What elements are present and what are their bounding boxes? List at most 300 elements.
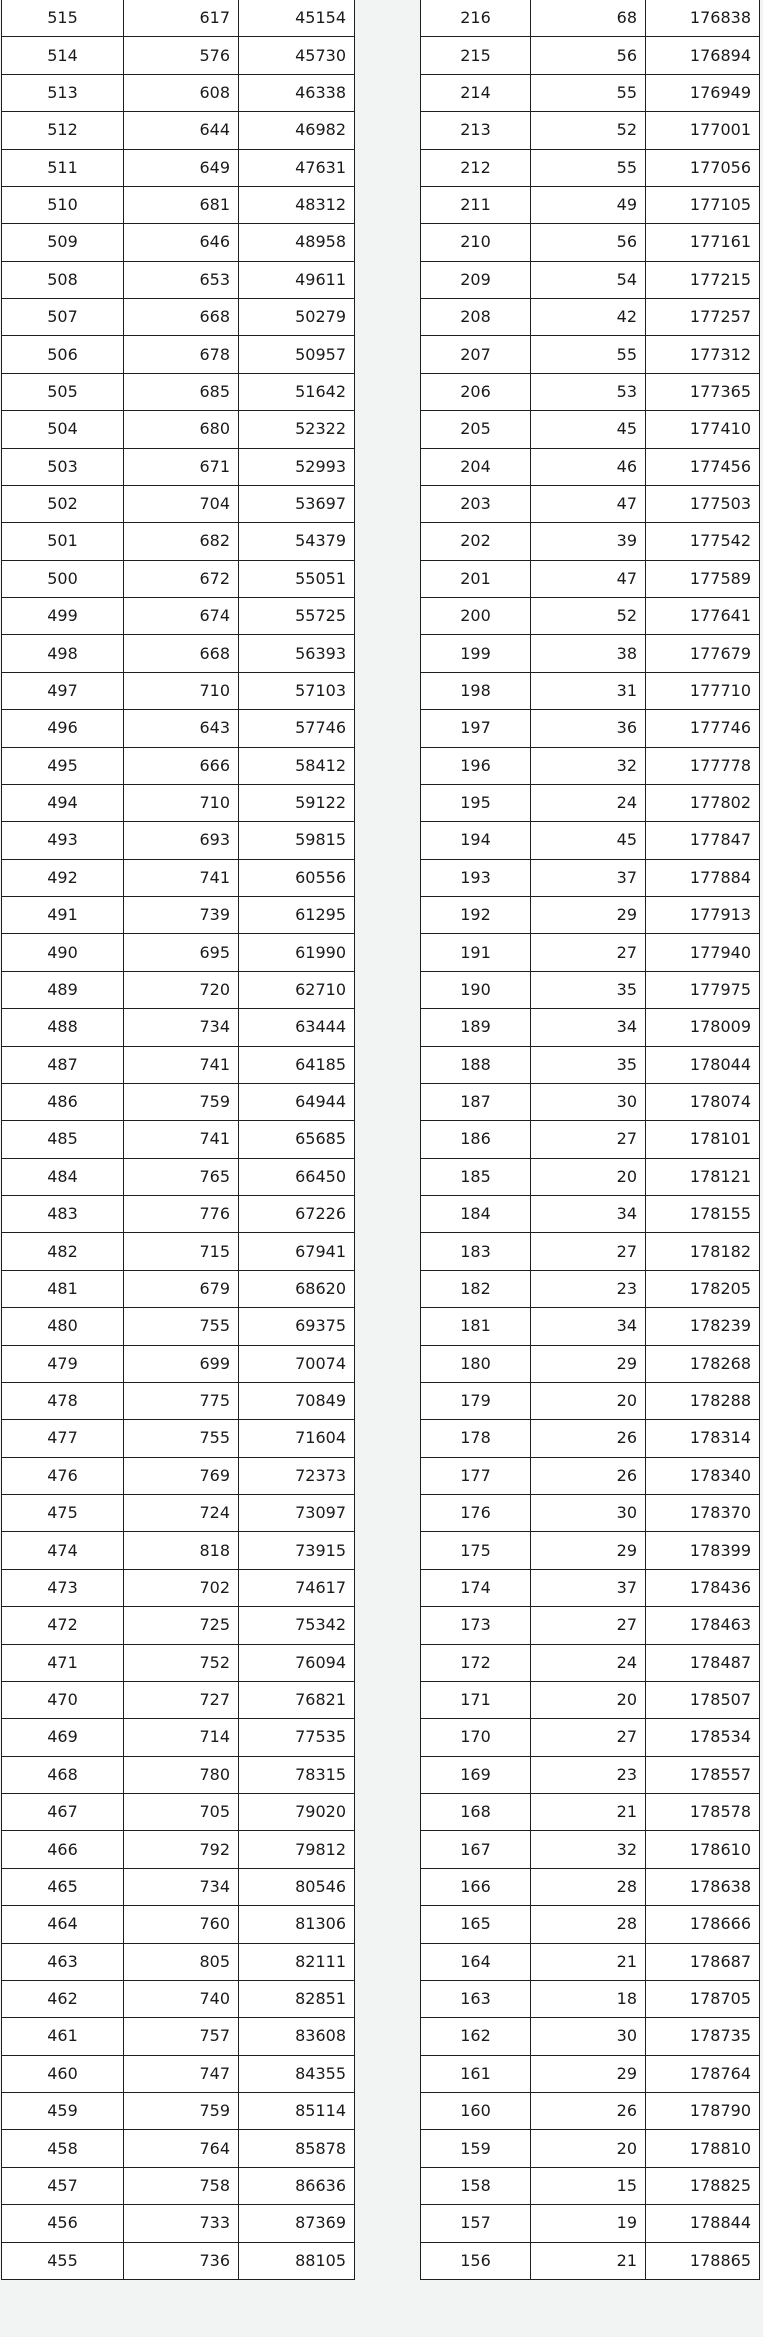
table-row [421, 1719, 760, 1756]
score-cell: 463 [2, 1943, 124, 1980]
count-cell: 674 [124, 598, 239, 635]
table-row [2, 897, 355, 934]
count-cell: 56 [531, 224, 646, 261]
table-row [2, 74, 355, 111]
count-cell: 644 [124, 112, 239, 149]
cumulative-cell: 77535 [239, 1719, 355, 1756]
score-cell: 474 [2, 1532, 124, 1569]
count-cell: 576 [124, 37, 239, 74]
score-cell: 465 [2, 1868, 124, 1905]
cumulative-cell: 64944 [239, 1083, 355, 1120]
table-row [2, 2205, 355, 2242]
count-cell: 47 [531, 560, 646, 597]
score-cell: 480 [2, 1308, 124, 1345]
cumulative-cell: 75342 [239, 1607, 355, 1644]
count-cell: 31 [531, 672, 646, 709]
table-row [2, 2242, 355, 2279]
score-cell: 506 [2, 336, 124, 373]
score-cell: 482 [2, 1233, 124, 1270]
cumulative-cell: 59122 [239, 784, 355, 821]
score-cell: 181 [421, 1308, 531, 1345]
score-cell: 215 [421, 37, 531, 74]
count-cell: 20 [531, 1382, 646, 1419]
score-cell: 206 [421, 373, 531, 410]
count-cell: 55 [531, 149, 646, 186]
table-row [421, 1233, 760, 1270]
table-row [2, 186, 355, 223]
count-cell: 23 [531, 1756, 646, 1793]
table-row [2, 1196, 355, 1233]
count-cell: 27 [531, 1233, 646, 1270]
table-row [2, 635, 355, 672]
count-cell: 679 [124, 1270, 239, 1307]
cumulative-cell: 45730 [239, 37, 355, 74]
count-cell: 29 [531, 2055, 646, 2092]
count-cell: 52 [531, 598, 646, 635]
table-row [421, 822, 760, 859]
score-cell: 498 [2, 635, 124, 672]
cumulative-cell: 177847 [646, 822, 760, 859]
score-cell: 189 [421, 1009, 531, 1046]
cumulative-cell: 177778 [646, 747, 760, 784]
table-row [2, 1756, 355, 1793]
score-cell: 473 [2, 1569, 124, 1606]
cumulative-cell: 81306 [239, 1906, 355, 1943]
count-cell: 693 [124, 822, 239, 859]
score-cell: 198 [421, 672, 531, 709]
cumulative-cell: 60556 [239, 859, 355, 896]
cumulative-cell: 177215 [646, 261, 760, 298]
cumulative-cell: 88105 [239, 2242, 355, 2279]
cumulative-cell: 178687 [646, 1943, 760, 1980]
table-row [2, 1121, 355, 1158]
table-row [2, 1607, 355, 1644]
score-cell: 214 [421, 74, 531, 111]
score-cell: 175 [421, 1532, 531, 1569]
cumulative-cell: 177365 [646, 373, 760, 410]
table-row [2, 1532, 355, 1569]
table-row [2, 598, 355, 635]
count-cell: 45 [531, 822, 646, 859]
table-row [2, 2018, 355, 2055]
count-cell: 681 [124, 186, 239, 223]
count-cell: 699 [124, 1345, 239, 1382]
count-cell: 736 [124, 2242, 239, 2279]
table-row [421, 448, 760, 485]
count-cell: 671 [124, 448, 239, 485]
table-row [2, 1719, 355, 1756]
score-cell: 479 [2, 1345, 124, 1382]
table-row [2, 747, 355, 784]
count-cell: 792 [124, 1831, 239, 1868]
table-row [2, 1794, 355, 1831]
score-table-left [1, 0, 355, 2280]
score-cell: 478 [2, 1382, 124, 1419]
count-cell: 39 [531, 523, 646, 560]
table-row [421, 598, 760, 635]
table-row [421, 1980, 760, 2017]
cumulative-cell: 82111 [239, 1943, 355, 1980]
cumulative-cell: 178705 [646, 1980, 760, 2017]
table-row [2, 336, 355, 373]
table-row [421, 1681, 760, 1718]
cumulative-cell: 178487 [646, 1644, 760, 1681]
table-row [421, 1495, 760, 1532]
score-cell: 510 [2, 186, 124, 223]
table-row [421, 1083, 760, 1120]
table-row [421, 1607, 760, 1644]
table-row [2, 934, 355, 971]
table-row [2, 448, 355, 485]
score-cell: 177 [421, 1457, 531, 1494]
cumulative-cell: 73097 [239, 1495, 355, 1532]
table-row [421, 859, 760, 896]
score-cell: 477 [2, 1420, 124, 1457]
count-cell: 32 [531, 747, 646, 784]
score-cell: 180 [421, 1345, 531, 1382]
cumulative-cell: 178205 [646, 1270, 760, 1307]
cumulative-cell: 76821 [239, 1681, 355, 1718]
score-cell: 493 [2, 822, 124, 859]
score-cell: 501 [2, 523, 124, 560]
score-cell: 203 [421, 485, 531, 522]
score-cell: 157 [421, 2205, 531, 2242]
count-cell: 759 [124, 2093, 239, 2130]
table-row [2, 2055, 355, 2092]
count-cell: 739 [124, 897, 239, 934]
cumulative-cell: 177940 [646, 934, 760, 971]
count-cell: 668 [124, 299, 239, 336]
table-row [421, 1121, 760, 1158]
table-row [421, 1756, 760, 1793]
score-cell: 460 [2, 2055, 124, 2092]
count-cell: 760 [124, 1906, 239, 1943]
cumulative-cell: 46338 [239, 74, 355, 111]
table-row [2, 1681, 355, 1718]
score-cell: 476 [2, 1457, 124, 1494]
count-cell: 19 [531, 2205, 646, 2242]
cumulative-cell: 177913 [646, 897, 760, 934]
score-cell: 515 [2, 0, 124, 37]
table-row [421, 1308, 760, 1345]
count-cell: 27 [531, 934, 646, 971]
count-cell: 37 [531, 859, 646, 896]
cumulative-cell: 178288 [646, 1382, 760, 1419]
cumulative-cell: 177410 [646, 411, 760, 448]
table-row [421, 2018, 760, 2055]
score-cell: 508 [2, 261, 124, 298]
cumulative-cell: 62710 [239, 971, 355, 1008]
cumulative-cell: 79812 [239, 1831, 355, 1868]
table-row [421, 560, 760, 597]
cumulative-cell: 177161 [646, 224, 760, 261]
cumulative-cell: 178638 [646, 1868, 760, 1905]
count-cell: 649 [124, 149, 239, 186]
cumulative-cell: 178399 [646, 1532, 760, 1569]
count-cell: 646 [124, 224, 239, 261]
cumulative-cell: 48958 [239, 224, 355, 261]
table-row [421, 261, 760, 298]
count-cell: 34 [531, 1196, 646, 1233]
count-cell: 23 [531, 1270, 646, 1307]
cumulative-cell: 74617 [239, 1569, 355, 1606]
score-cell: 494 [2, 784, 124, 821]
score-cell: 166 [421, 1868, 531, 1905]
score-cell: 489 [2, 971, 124, 1008]
cumulative-cell: 178610 [646, 1831, 760, 1868]
cumulative-cell: 178340 [646, 1457, 760, 1494]
score-cell: 504 [2, 411, 124, 448]
table-row [2, 672, 355, 709]
score-cell: 492 [2, 859, 124, 896]
table-row [2, 1270, 355, 1307]
table-row [2, 1308, 355, 1345]
cumulative-cell: 178044 [646, 1046, 760, 1083]
score-cell: 456 [2, 2205, 124, 2242]
table-row [421, 1644, 760, 1681]
table-row [421, 1457, 760, 1494]
score-cell: 509 [2, 224, 124, 261]
count-cell: 752 [124, 1644, 239, 1681]
count-cell: 759 [124, 1083, 239, 1120]
cumulative-cell: 177542 [646, 523, 760, 560]
cumulative-cell: 178764 [646, 2055, 760, 2092]
cumulative-cell: 177802 [646, 784, 760, 821]
score-cell: 464 [2, 1906, 124, 1943]
score-cell: 172 [421, 1644, 531, 1681]
score-cell: 208 [421, 299, 531, 336]
table-row [421, 2093, 760, 2130]
count-cell: 28 [531, 1868, 646, 1905]
cumulative-cell: 47631 [239, 149, 355, 186]
table-row [2, 560, 355, 597]
table-row [421, 1382, 760, 1419]
score-cell: 499 [2, 598, 124, 635]
count-cell: 30 [531, 1083, 646, 1120]
cumulative-cell: 177710 [646, 672, 760, 709]
table-row [2, 1382, 355, 1419]
score-cell: 164 [421, 1943, 531, 1980]
score-cell: 487 [2, 1046, 124, 1083]
table-row [421, 672, 760, 709]
cumulative-cell: 61990 [239, 934, 355, 971]
count-cell: 724 [124, 1495, 239, 1532]
table-row [421, 485, 760, 522]
score-cell: 156 [421, 2242, 531, 2279]
table-row [421, 784, 760, 821]
table-row [2, 1009, 355, 1046]
table-row [421, 710, 760, 747]
cumulative-cell: 178314 [646, 1420, 760, 1457]
table-row [2, 37, 355, 74]
table-row [2, 710, 355, 747]
table-row [421, 1009, 760, 1046]
table-row [2, 112, 355, 149]
cumulative-cell: 56393 [239, 635, 355, 672]
cumulative-cell: 178810 [646, 2130, 760, 2167]
count-cell: 775 [124, 1382, 239, 1419]
count-cell: 764 [124, 2130, 239, 2167]
score-cell: 491 [2, 897, 124, 934]
cumulative-cell: 178825 [646, 2167, 760, 2204]
count-cell: 29 [531, 897, 646, 934]
cumulative-cell: 178865 [646, 2242, 760, 2279]
score-cell: 495 [2, 747, 124, 784]
score-cell: 204 [421, 448, 531, 485]
count-cell: 643 [124, 710, 239, 747]
score-cell: 497 [2, 672, 124, 709]
table-row [2, 224, 355, 261]
count-cell: 702 [124, 1569, 239, 1606]
cumulative-cell: 84355 [239, 2055, 355, 2092]
cumulative-cell: 67226 [239, 1196, 355, 1233]
table-row [421, 1569, 760, 1606]
table-row [421, 0, 760, 37]
score-cell: 511 [2, 149, 124, 186]
cumulative-cell: 61295 [239, 897, 355, 934]
score-cell: 196 [421, 747, 531, 784]
table-row [421, 411, 760, 448]
cumulative-cell: 177679 [646, 635, 760, 672]
score-cell: 505 [2, 373, 124, 410]
count-cell: 54 [531, 261, 646, 298]
cumulative-cell: 71604 [239, 1420, 355, 1457]
table-row [2, 1083, 355, 1120]
score-cell: 165 [421, 1906, 531, 1943]
count-cell: 685 [124, 373, 239, 410]
score-cell: 174 [421, 1569, 531, 1606]
cumulative-cell: 87369 [239, 2205, 355, 2242]
table-row [2, 784, 355, 821]
cumulative-cell: 83608 [239, 2018, 355, 2055]
cumulative-cell: 178074 [646, 1083, 760, 1120]
table-row [2, 1345, 355, 1382]
table-row [421, 934, 760, 971]
cumulative-cell: 70849 [239, 1382, 355, 1419]
score-cell: 468 [2, 1756, 124, 1793]
score-cell: 162 [421, 2018, 531, 2055]
score-cell: 483 [2, 1196, 124, 1233]
count-cell: 55 [531, 336, 646, 373]
score-cell: 503 [2, 448, 124, 485]
score-cell: 184 [421, 1196, 531, 1233]
score-cell: 481 [2, 1270, 124, 1307]
score-cell: 169 [421, 1756, 531, 1793]
score-cell: 191 [421, 934, 531, 971]
score-cell: 171 [421, 1681, 531, 1718]
cumulative-cell: 50957 [239, 336, 355, 373]
cumulative-cell: 178534 [646, 1719, 760, 1756]
table-row [2, 1233, 355, 1270]
cumulative-cell: 52322 [239, 411, 355, 448]
count-cell: 20 [531, 2130, 646, 2167]
table-row [421, 2242, 760, 2279]
table-row [2, 1980, 355, 2017]
count-cell: 42 [531, 299, 646, 336]
table-row [2, 373, 355, 410]
count-cell: 710 [124, 784, 239, 821]
count-cell: 741 [124, 859, 239, 896]
count-cell: 27 [531, 1121, 646, 1158]
table-row [421, 1532, 760, 1569]
table-row [421, 1158, 760, 1195]
cumulative-cell: 178155 [646, 1196, 760, 1233]
cumulative-cell: 67941 [239, 1233, 355, 1270]
count-cell: 710 [124, 672, 239, 709]
score-cell: 472 [2, 1607, 124, 1644]
count-cell: 24 [531, 1644, 646, 1681]
cumulative-cell: 178735 [646, 2018, 760, 2055]
table-row [421, 1943, 760, 1980]
count-cell: 27 [531, 1607, 646, 1644]
count-cell: 668 [124, 635, 239, 672]
cumulative-cell: 178239 [646, 1308, 760, 1345]
count-cell: 695 [124, 934, 239, 971]
score-cell: 496 [2, 710, 124, 747]
table-row [421, 1270, 760, 1307]
score-table-right [420, 0, 760, 2280]
table-row [2, 299, 355, 336]
cumulative-cell: 177641 [646, 598, 760, 635]
score-cell: 486 [2, 1083, 124, 1120]
table-row [2, 1158, 355, 1195]
score-cell: 199 [421, 635, 531, 672]
cumulative-cell: 55051 [239, 560, 355, 597]
count-cell: 747 [124, 2055, 239, 2092]
cumulative-cell: 178121 [646, 1158, 760, 1195]
score-cell: 188 [421, 1046, 531, 1083]
count-cell: 20 [531, 1681, 646, 1718]
cumulative-cell: 178268 [646, 1345, 760, 1382]
cumulative-cell: 72373 [239, 1457, 355, 1494]
score-cell: 213 [421, 112, 531, 149]
table-row [2, 1831, 355, 1868]
count-cell: 617 [124, 0, 239, 37]
table-row [2, 1420, 355, 1457]
cumulative-cell: 178557 [646, 1756, 760, 1793]
score-cell: 502 [2, 485, 124, 522]
count-cell: 35 [531, 971, 646, 1008]
table-row [421, 2167, 760, 2204]
cumulative-cell: 178370 [646, 1495, 760, 1532]
cumulative-cell: 176838 [646, 0, 760, 37]
score-cell: 216 [421, 0, 531, 37]
count-cell: 734 [124, 1009, 239, 1046]
cumulative-cell: 59815 [239, 822, 355, 859]
count-cell: 741 [124, 1046, 239, 1083]
count-cell: 28 [531, 1906, 646, 1943]
count-cell: 680 [124, 411, 239, 448]
score-cell: 466 [2, 1831, 124, 1868]
table-row [421, 2130, 760, 2167]
count-cell: 682 [124, 523, 239, 560]
count-cell: 49 [531, 186, 646, 223]
count-cell: 740 [124, 1980, 239, 2017]
table-row [2, 261, 355, 298]
score-cell: 202 [421, 523, 531, 560]
score-cell: 455 [2, 2242, 124, 2279]
count-cell: 758 [124, 2167, 239, 2204]
cumulative-cell: 177975 [646, 971, 760, 1008]
table-row [2, 971, 355, 1008]
cumulative-cell: 177746 [646, 710, 760, 747]
cumulative-cell: 65685 [239, 1121, 355, 1158]
table-row [421, 1420, 760, 1457]
score-cell: 457 [2, 2167, 124, 2204]
count-cell: 21 [531, 1794, 646, 1831]
count-cell: 21 [531, 1943, 646, 1980]
score-cell: 176 [421, 1495, 531, 1532]
